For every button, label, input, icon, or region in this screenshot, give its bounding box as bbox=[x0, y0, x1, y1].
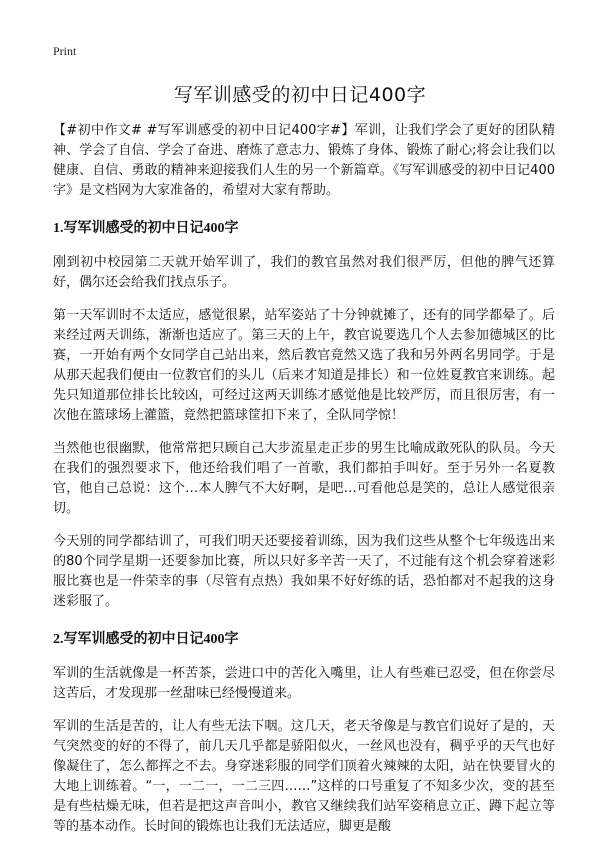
section-heading-2: 2.写军训感受的初中日记400字 bbox=[53, 632, 239, 647]
section-heading-1: 1.写军训感受的初中日记400字 bbox=[53, 221, 239, 236]
section-1-paragraph-4: 今天别的同学都结训了，可我们明天还要接着训练，因为我们这些从整个七年级选出来的80个同学星期一还要参加比赛，所以只好多辛苦一天了，不过能有这个机会穿着迷彩服比赛也是一件荣幸的事（尽管有点热）我如果不好好练的话，恐怕都对不起我的这身迷彩服了。 bbox=[53, 534, 555, 609]
print-label: Print bbox=[53, 44, 77, 58]
section-2-paragraph-1: 军训的生活就像是一杯苦茶，尝进口中的苦化入嘴里，让人有些难已忍受，但在你尝尽这苦后，才发现那一丝甜味已经慢慢道来。 bbox=[53, 666, 555, 701]
section-2-paragraph-2: 军训的生活是苦的，让人有些无法下咽。这几天，老天爷像是与教官们说好了是的，天气突然变的好的不得了，前几天几乎都是骄阳似火，一丝风也没有，稠乎乎的天气也好像凝住了，怎么都挥之不去。身穿迷彩服的同学们顶着火辣辣的太阳，站在快要冒火的大地上训练着。“一，一二一，一二三四……”这样的口号重复了不知多少次，变的甚至是有些枯燥无味，但若是把这声音叫小，教官又继续我们站军姿稍息立正、蹲下起立等等的基本动作。长时间的锻炼也让我们无法适应，脚更是酸 bbox=[53, 719, 555, 834]
page-title: 写军训感受的初中日记400字 bbox=[173, 84, 427, 106]
intro-paragraph: 【#初中作文# #写军训感受的初中日记400字#】军训，让我们学会了更好的团队精神、学会了自信、学会了奋进、磨炼了意志力、锻炼了身体、锻炼了耐心;将会让我们以健康、自信、勇敢的精神来迎接我们人生的另一个新篇章。《写军训感受的初中日记400字》是文档网为大家准备的，希望对大家有帮助。 bbox=[53, 123, 555, 198]
section-1-paragraph-1: 刚到初中校园第二天就开始军训了，我们的教官虽然对我们很严厉，但他的脾气还算好，偶尔还会给我们找点乐子。 bbox=[53, 255, 555, 290]
document-content bbox=[53, 121, 555, 850]
section-1-paragraph-2: 第一天军训时不太适应，感觉很累，站军姿站了十分钟就摊了，还有的同学都晕了。后来经过两天训练，渐渐也适应了。第三天的上午，教官说要选几个人去参加德城区的比赛，一开始有两个女同学自己站出来，然后教官竟然又选了我和另外两名男同学。于是从那天起我们便由一位教官们的头儿（后来才知道是排长）和一位姓夏教官来训练。起先只知道那位排长比较凶，可经过这两天训练才感觉他是比较严厉，而且很厉害，有一次他在篮球场上灌篮，竟然把篮球筐扣下来了，全队同学惊！ bbox=[53, 308, 555, 423]
section-1-paragraph-3: 当然他也很幽默，他常常把只顾自己大步流星走正步的男生比喻成敢死队的队员。今天在我们的强烈要求下，他还给我们唱了一首歌，我们都拍手叫好。至于另外一名夏教官，他自己总说：这个…本人脾气不大好啊，是吧…可看他总是笑的，总让人感觉很亲切。 bbox=[53, 441, 555, 516]
